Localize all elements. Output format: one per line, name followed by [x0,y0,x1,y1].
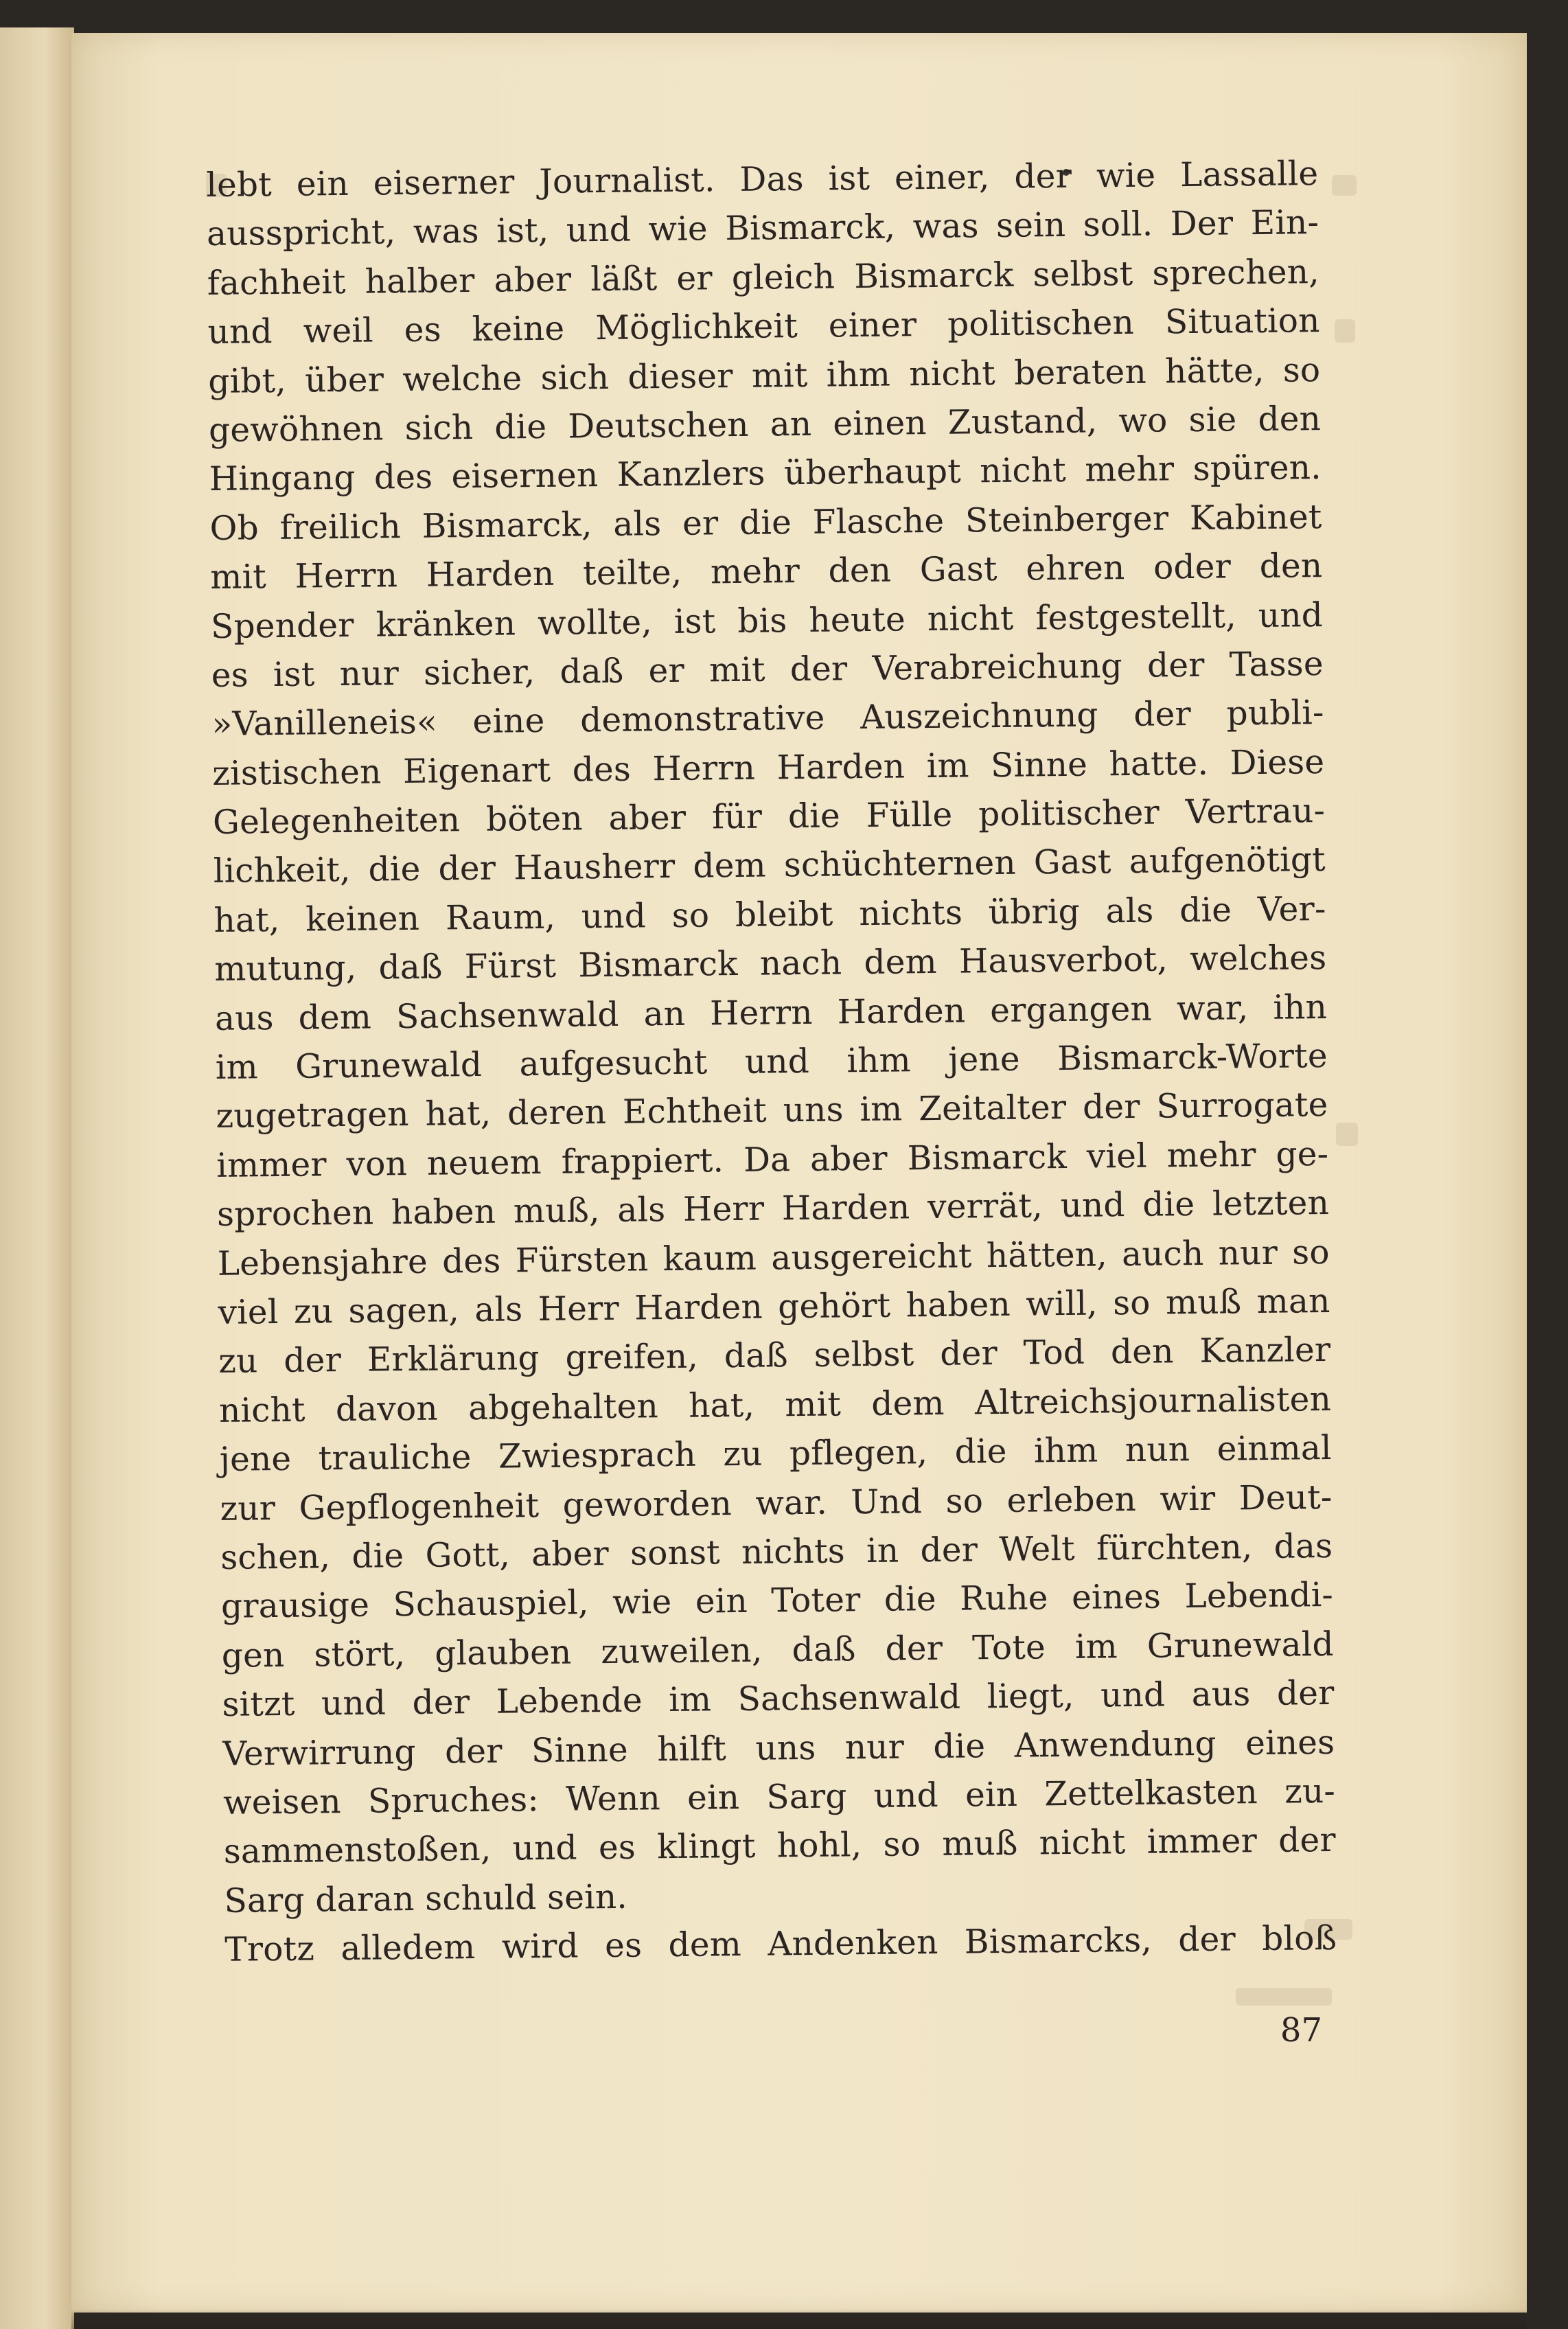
text-line: zu der Erklärung greifen, daß selbst der Tod den Kanzler [218,1331,1331,1381]
text-line: »Vanilleneis« eine demonstrative Auszeichnung der publi- [211,693,1324,744]
text-line: jene trauliche Zwiesprach zu pflegen, die ihm nun einmal [219,1429,1333,1480]
text-line: Sarg daran schuld sein. [224,1877,628,1920]
text-line: sammenstoßen, und es klingt hohl, so muß nicht immer der [223,1821,1336,1872]
text-line: hat, keinen Raum, und so bleibt nichts übrig als die Ver- [214,889,1326,940]
text-line: grausige Schauspiel, wie ein Toter die Ruhe eines Lebendi- [220,1576,1334,1627]
text-line: Trotz alledem wird es dem Andenken Bismarcks, der bloß [224,1918,1337,1969]
text-line: ausspricht, was ist, und wie Bismarck, was sein soll. Der Ein- [206,203,1319,254]
text-line: im Grunewald aufgesucht und ihm jene Bismarck-Worte [215,1036,1328,1087]
text-line: sitzt und der Lebende im Sachsenwald liegt, und aus der [222,1674,1335,1724]
text-line: gewöhnen sich die Deutschen an einen Zustand, wo sie den [208,399,1322,450]
text-line: lebt ein eiserner Journalist. Das ist einer, der wie Lassalle [206,154,1319,205]
page-number: 87 [1280,2011,1322,2050]
text-line: Gelegenheiten böten aber für die Fülle politischer Vertrau- [212,792,1326,842]
text-line: Verwirrung der Sinne hilft uns nur die Anwendung eines [222,1723,1335,1774]
text-line: schen, die Gott, aber sonst nichts in der Welt fürchten, das [220,1526,1333,1577]
body-text [206,150,1337,1975]
text-line: gen stört, glauben zuweilen, daß der Tote im Grunewald [221,1625,1334,1675]
text-line: nicht davon abgehalten hat, mit dem Altreichsjournalisten [218,1379,1332,1430]
text-line: lichkeit, die der Hausherr dem schüchternen Gast aufgenötigt [213,840,1326,891]
text-line: es ist nur sicher, daß er mit der Verabreichung der Tasse [211,644,1324,695]
text-line: sprochen haben muß, als Herr Harden verrät, und die letzten [216,1184,1330,1235]
text-line: zugetragen hat, deren Echtheit uns im Zeitalter der Surrogate [216,1086,1328,1136]
text-line: und weil es keine Möglichkeit einer politischen Situation [207,301,1320,352]
text-line: mutung, daß Fürst Bismarck nach dem Hausverbot, welches [214,939,1327,989]
text-line: immer von neuem frappiert. Da aber Bismarck viel mehr ge- [216,1134,1329,1185]
text-line: Lebensjahre des Fürsten kaum ausgereicht hätten, auch nur so [217,1232,1330,1283]
text-line: Hingang des eisernen Kanzlers überhaupt nicht mehr spüren. [209,448,1322,499]
text-line: weisen Spruches: Wenn ein Sarg und ein Zettelkasten zu- [222,1771,1336,1822]
text-line: zistischen Eigenart des Herrn Harden im Sinne hatte. Diese [212,742,1325,793]
text-line: viel zu sagen, als Herr Harden gehört haben will, so muß man [218,1281,1330,1332]
text-line: Spender kränken wollte, ist bis heute nicht festgestellt, und [210,595,1324,646]
text-line: fachheit halber aber läßt er gleich Bismarck selbst sprechen, [207,252,1320,303]
text-line: Ob freilich Bismarck, als er die Flasche Steinberger Kabinet [209,497,1322,548]
text-line: aus dem Sachsenwald an Herrn Harden ergangen war, ihn [214,987,1328,1038]
text-line: zur Gepflogenheit geworden war. Und so erleben wir Deut- [220,1478,1333,1528]
previous-page-edge [0,27,74,2329]
page-bottom-shadow [71,2308,1527,2329]
text-line: mit Herrn Harden teilte, mehr den Gast ehren oder den [210,547,1323,597]
text-line: gibt, über welche sich dieser mit ihm nicht beraten hätte, so [208,350,1321,401]
